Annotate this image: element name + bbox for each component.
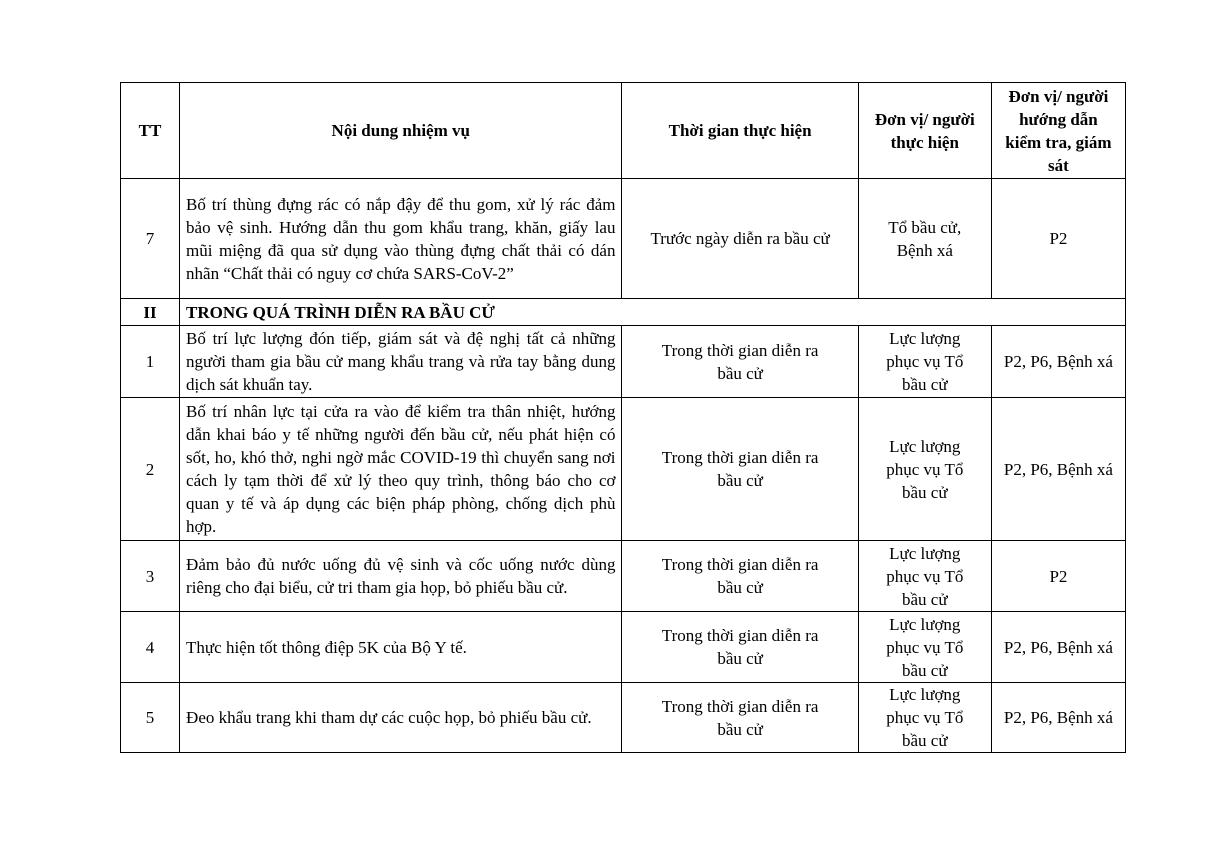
header-content: Nội dung nhiệm vụ xyxy=(180,83,622,179)
row-unit: Lực lượng phục vụ Tổ bầu cử xyxy=(858,398,991,541)
row-content: Bố trí thùng đựng rác có nắp đậy để thu gom, xử lý rác đảm bảo vệ sinh. Hướng dẫn thu gom khẩu trang, khăn, giấy lau mũi miệng đã qua sử dụng vào thùng đựng chất thải có dán nhãn “Chất thải có nguy cơ chứa SARS-CoV-2” xyxy=(180,179,622,299)
row-time: Trong thời gian diễn ra bầu cử xyxy=(622,683,858,753)
row-content: Đảm bảo đủ nước uống đủ vệ sinh và cốc uống nước dùng riêng cho đại biểu, cử tri tham gia họp, bỏ phiếu bầu cử. xyxy=(180,541,622,612)
table-row xyxy=(121,398,1126,541)
row-content: Bố trí lực lượng đón tiếp, giám sát và đệ nghị tất cả những người tham gia bầu cử mang khẩu trang và rửa tay bằng dung dịch sát khuẩn tay. xyxy=(180,326,622,398)
header-unit: Đơn vị/ người thực hiện xyxy=(858,83,991,179)
header-row xyxy=(121,83,1126,179)
row-time: Trong thời gian diễn ra bầu cử xyxy=(622,326,858,398)
table-row xyxy=(121,683,1126,753)
header-supervisor: Đơn vị/ người hướng dẫn kiểm tra, giám sát xyxy=(991,83,1125,179)
row-tt: 1 xyxy=(121,326,180,398)
row-supervisor: P2, P6, Bệnh xá xyxy=(991,683,1125,753)
row-content: Đeo khẩu trang khi tham dự các cuộc họp, bỏ phiếu bầu cử. xyxy=(180,683,622,753)
row-unit: Lực lượng phục vụ Tổ bầu cử xyxy=(858,541,991,612)
row-unit: Tổ bầu cử, Bệnh xá xyxy=(858,179,991,299)
row-supervisor: P2 xyxy=(991,179,1125,299)
row-unit: Lực lượng phục vụ Tổ bầu cử xyxy=(858,612,991,683)
row-unit: Lực lượng phục vụ Tổ bầu cử xyxy=(858,326,991,398)
row-unit: Lực lượng phục vụ Tổ bầu cử xyxy=(858,683,991,753)
row-supervisor: P2 xyxy=(991,541,1125,612)
table-row xyxy=(121,612,1126,683)
table-row xyxy=(121,541,1126,612)
row-content: Bố trí nhân lực tại cửa ra vào để kiểm tra thân nhiệt, hướng dẫn khai báo y tế những người đến bầu cử, nếu phát hiện có sốt, ho, khó thở, nghi ngờ mắc COVID-19 thì chuyển sang nơi cách ly tạm thời để xử lý theo quy trình, thông báo cho cơ quan y tế và áp dụng các biện pháp phòng, chống dịch phù hợp. xyxy=(180,398,622,541)
row-time: Trong thời gian diễn ra bầu cử xyxy=(622,612,858,683)
row-supervisor: P2, P6, Bệnh xá xyxy=(991,326,1125,398)
header-tt: TT xyxy=(121,83,180,179)
section-number: II xyxy=(121,299,180,326)
row-content: Thực hiện tốt thông điệp 5K của Bộ Y tế. xyxy=(180,612,622,683)
row-supervisor: P2, P6, Bệnh xá xyxy=(991,398,1125,541)
row-supervisor: P2, P6, Bệnh xá xyxy=(991,612,1125,683)
section-row xyxy=(121,299,1126,326)
row-tt: 7 xyxy=(121,179,180,299)
row-time: Trong thời gian diễn ra bầu cử xyxy=(622,398,858,541)
task-table xyxy=(120,82,1126,753)
row-time: Trong thời gian diễn ra bầu cử xyxy=(622,541,858,612)
section-title: TRONG QUÁ TRÌNH DIỄN RA BẦU CỬ xyxy=(180,299,1126,326)
row-tt: 3 xyxy=(121,541,180,612)
row-tt: 4 xyxy=(121,612,180,683)
row-tt: 2 xyxy=(121,398,180,541)
row-tt: 5 xyxy=(121,683,180,753)
table-row xyxy=(121,326,1126,398)
row-time: Trước ngày diễn ra bầu cử xyxy=(622,179,858,299)
table-row xyxy=(121,179,1126,299)
header-time: Thời gian thực hiện xyxy=(622,83,858,179)
